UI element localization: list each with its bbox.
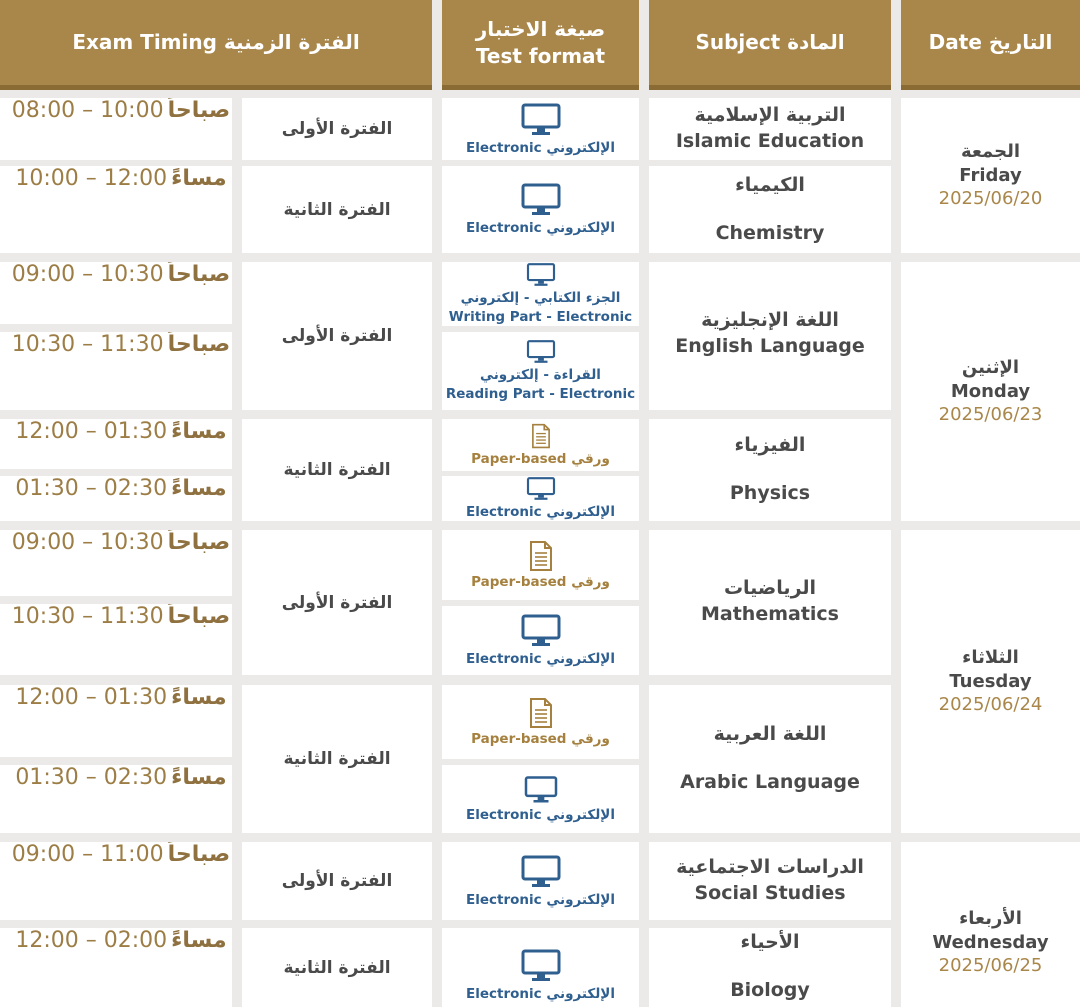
subject-islamic-education — [649, 98, 891, 160]
header-subject — [649, 0, 891, 90]
time-range: 01:30 – 02:30 — [15, 765, 168, 790]
format-label: Electronic الإلكتروني — [466, 504, 615, 521]
format-label: Electronic الإلكتروني — [466, 806, 615, 823]
time-suffix: صباحاً — [167, 842, 231, 867]
paper-document-icon — [528, 697, 554, 729]
exam-date: 2025/06/20 — [938, 188, 1043, 210]
format-electronic — [442, 476, 639, 521]
exam-date: 2025/06/23 — [938, 404, 1043, 426]
subject-ar: الكيمياء — [735, 173, 805, 196]
time-slot — [0, 604, 232, 675]
format-paper — [442, 419, 639, 471]
day-en: Friday — [959, 164, 1022, 186]
subject-ar: التربية الإسلامية — [694, 104, 846, 127]
time-slot — [0, 332, 232, 410]
time-suffix: صباحاً — [167, 604, 231, 629]
period-first — [242, 842, 432, 920]
format-electronic — [442, 765, 639, 833]
format-label-en: Writing Part - Electronic — [448, 309, 633, 325]
time-suffix: مساءً — [171, 419, 227, 444]
time-range: 01:30 – 02:30 — [15, 476, 168, 501]
subject-ar: الأحياء — [740, 931, 800, 953]
monitor-icon — [520, 102, 562, 138]
header-test-format-ar: صيغة الاختبار — [475, 16, 606, 41]
time-slot — [0, 262, 232, 324]
time-suffix: صباحاً — [167, 530, 231, 555]
time-suffix: مساءً — [171, 928, 227, 953]
day-en: Tuesday — [949, 670, 1032, 692]
header-test-format-en: Test format — [475, 43, 606, 68]
time-range: 08:00 – 10:00 — [11, 98, 164, 123]
format-electronic — [442, 842, 639, 920]
period-label: الفترة الأولى — [281, 592, 393, 613]
date-cell-wednesday — [901, 842, 1080, 1007]
date-cell-friday — [901, 98, 1080, 253]
time-slot — [0, 530, 232, 596]
day-ar: الجمعة — [960, 141, 1021, 163]
subject-ar: الرياضيات — [723, 577, 817, 599]
format-electronic — [442, 928, 639, 1007]
format-label: Paper-based ورقي — [471, 730, 610, 747]
period-label: الفترة الأولى — [281, 871, 393, 891]
time-range: 10:30 – 11:30 — [11, 332, 164, 357]
period-label: الفترة الثانية — [283, 957, 391, 978]
monitor-icon — [522, 775, 560, 805]
header-exam-timing-label: Exam Timing الفترة الزمنية — [72, 30, 360, 54]
day-ar: الإثنين — [961, 357, 1020, 379]
time-slot — [0, 476, 232, 521]
monitor-icon — [523, 476, 559, 502]
time-range: 09:00 – 11:00 — [11, 842, 164, 867]
time-suffix: صباحاً — [167, 332, 231, 357]
subject-english-language — [649, 262, 891, 410]
period-second — [242, 166, 432, 253]
time-slot — [0, 842, 232, 920]
paper-document-icon — [530, 423, 552, 449]
period-second — [242, 419, 432, 521]
period-label: الفترة الأولى — [281, 119, 393, 139]
time-slot — [0, 98, 232, 160]
period-second — [242, 928, 432, 1007]
header-test-format — [442, 0, 639, 90]
format-label: Electronic الإلكتروني — [466, 651, 615, 668]
subject-en: English Language — [675, 334, 865, 357]
time-slot — [0, 928, 232, 1007]
subject-physics — [649, 419, 891, 521]
period-label: الفترة الثانية — [283, 460, 391, 480]
subject-chemistry — [649, 166, 891, 253]
format-paper — [442, 685, 639, 759]
format-label: Electronic الإلكتروني — [466, 891, 615, 908]
time-range: 12:00 – 01:30 — [15, 685, 168, 710]
time-suffix: مساءً — [171, 166, 227, 191]
exam-date: 2025/06/25 — [938, 955, 1043, 977]
subject-arabic-language — [649, 685, 891, 833]
subject-en: Islamic Education — [675, 130, 865, 152]
day-en: Monday — [950, 380, 1031, 402]
format-label: Paper-based ورقي — [471, 450, 610, 467]
format-label-ar: الجزء الكتابي - إلكتروني — [460, 290, 621, 307]
format-label: Electronic الإلكتروني — [466, 139, 615, 156]
period-second — [242, 685, 432, 833]
format-paper — [442, 530, 639, 600]
format-label: Electronic الإلكتروني — [466, 986, 615, 1002]
format-label-ar: القراءة - إلكتروني — [480, 367, 601, 384]
subject-en: Physics — [729, 482, 811, 504]
subject-en: Social Studies — [694, 882, 846, 904]
format-label: Paper-based ورقي — [471, 573, 610, 590]
subject-mathematics — [649, 530, 891, 675]
period-label: الفترة الثانية — [283, 199, 391, 220]
header-exam-timing — [0, 0, 432, 90]
monitor-icon — [520, 613, 562, 649]
subject-ar: اللغة الإنجليزية — [701, 309, 839, 331]
time-suffix: صباحاً — [167, 262, 231, 287]
time-range: 09:00 – 10:30 — [11, 262, 164, 287]
subject-ar: اللغة العربية — [713, 723, 827, 746]
subject-en: Arabic Language — [680, 771, 860, 793]
monitor-icon — [520, 182, 562, 218]
time-slot — [0, 685, 232, 757]
date-cell-tuesday — [901, 530, 1080, 833]
day-ar: الثلاثاء — [962, 647, 1019, 669]
format-label: Electronic الإلكتروني — [466, 220, 615, 237]
time-suffix: مساءً — [171, 765, 227, 790]
time-slot — [0, 765, 232, 833]
time-suffix: صباحاً — [167, 98, 231, 123]
monitor-icon — [520, 948, 562, 984]
time-range: 09:00 – 10:30 — [11, 530, 164, 555]
period-first — [242, 530, 432, 675]
time-range: 10:30 – 11:30 — [11, 604, 164, 629]
subject-ar: الفيزياء — [734, 434, 806, 457]
period-first — [242, 98, 432, 160]
time-range: 12:00 – 01:30 — [15, 419, 168, 444]
time-range: 10:00 – 12:00 — [15, 166, 168, 191]
exam-date: 2025/06/24 — [938, 694, 1043, 716]
monitor-icon — [523, 339, 559, 365]
period-first — [242, 262, 432, 410]
format-reading-electronic — [442, 332, 639, 410]
time-suffix: مساءً — [171, 476, 227, 501]
format-electronic — [442, 166, 639, 253]
subject-en: Chemistry — [715, 221, 825, 244]
header-subject-label: Subject المادة — [695, 30, 845, 54]
paper-document-icon — [528, 540, 554, 572]
monitor-icon — [523, 262, 559, 288]
time-suffix: مساءً — [171, 685, 227, 710]
day-en: Wednesday — [932, 931, 1049, 953]
subject-social-studies — [649, 842, 891, 920]
time-slot — [0, 419, 232, 469]
time-range: 12:00 – 02:00 — [15, 928, 168, 953]
day-ar: الأربعاء — [959, 908, 1022, 930]
format-electronic — [442, 606, 639, 675]
header-date-label: Date التاريخ — [928, 30, 1053, 54]
subject-ar: الدراسات الاجتماعية — [676, 856, 864, 879]
subject-biology — [649, 928, 891, 1007]
subject-en: Biology — [730, 978, 810, 1001]
format-label-en: Reading Part - Electronic — [445, 386, 636, 402]
format-electronic — [442, 98, 639, 160]
header-date — [901, 0, 1080, 90]
format-writing-electronic — [442, 262, 639, 326]
monitor-icon — [520, 854, 562, 890]
time-slot — [0, 166, 232, 253]
subject-en: Mathematics — [700, 602, 839, 625]
date-cell-monday — [901, 262, 1080, 521]
period-label: الفترة الثانية — [283, 749, 391, 769]
period-label: الفترة الأولى — [281, 326, 393, 346]
